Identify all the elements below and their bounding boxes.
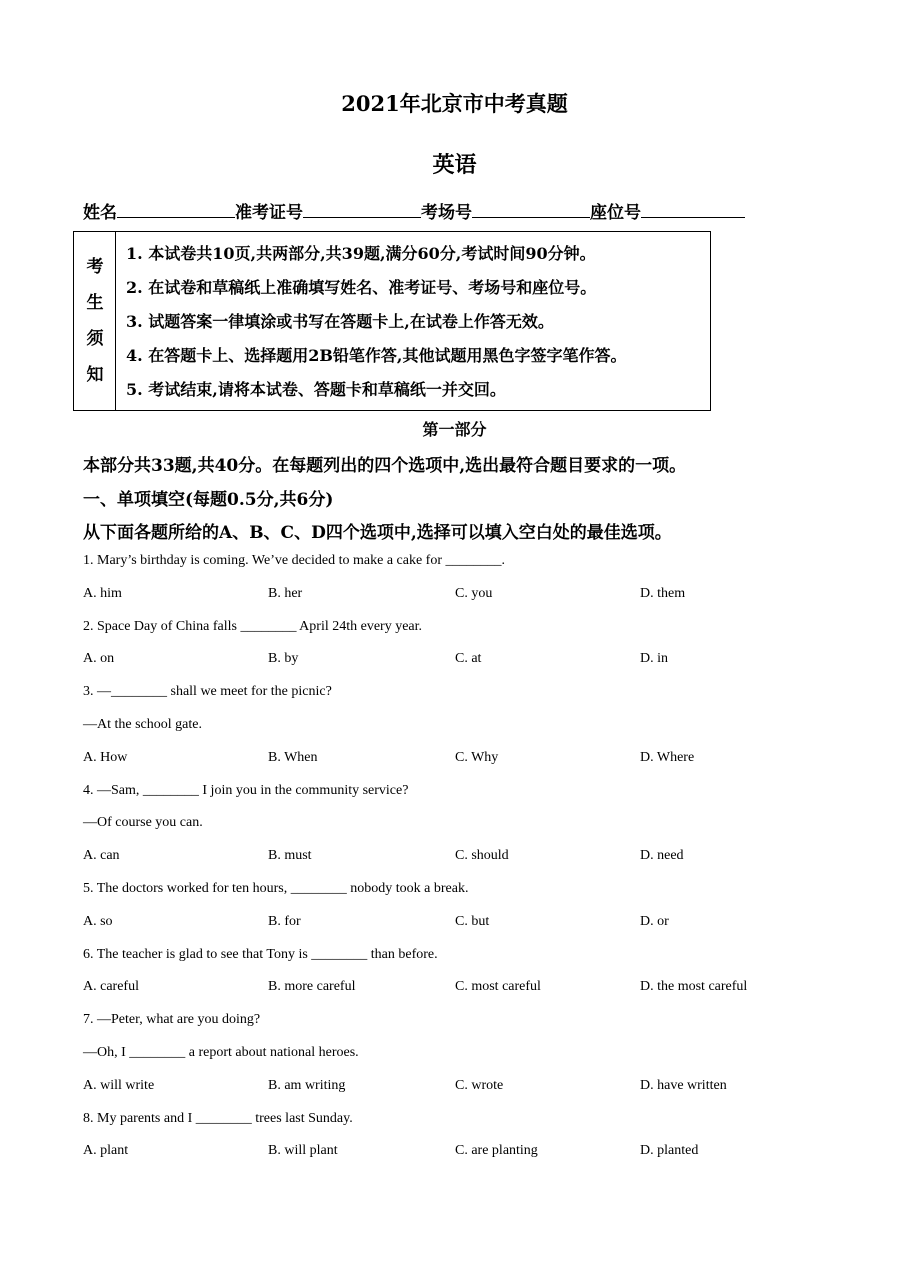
answer-option: B. must [268, 848, 312, 864]
answer-option: C. Why [455, 749, 499, 765]
answer-option: B. for [268, 913, 301, 929]
answer-option: A. How [83, 749, 128, 765]
answer-option: C. should [455, 848, 509, 864]
answer-option: D. the most careful [640, 979, 748, 995]
label-name: 姓名 [83, 203, 117, 223]
label-exam-id: 准考证号 [235, 203, 303, 223]
answer-option: D. in [640, 651, 668, 667]
seat-blank [641, 201, 745, 218]
notice-heading [74, 232, 116, 410]
question-stem: 8. My parents and I ________ trees last Sunday. [83, 1110, 353, 1126]
candidate-notice-box [73, 231, 711, 411]
section-heading: 一、单项填空(每题0.5分,共6分) [83, 490, 334, 510]
question-dialogue-line: —Of course you can. [83, 815, 203, 831]
question-stem: 4. —Sam, ________ I join you in the community service? [83, 782, 409, 798]
label-exam-room: 考场号 [421, 203, 472, 223]
answer-option: D. or [640, 913, 669, 929]
answer-option: B. her [268, 585, 303, 601]
notice-head-char: 生 [86, 293, 104, 313]
notice-item: 5. 考试结束,请将本试卷、答题卡和草稿纸一并交回。 [126, 380, 506, 399]
answer-option: D. planted [640, 1143, 699, 1159]
answer-option: C. most careful [455, 979, 541, 995]
answer-option: B. by [268, 651, 299, 667]
notice-item: 2. 在试卷和草稿纸上准确填写姓名、准考证号、考场号和座位号。 [126, 278, 597, 297]
question-stem: 3. —________ shall we meet for the picnic? [83, 684, 332, 700]
answer-option: A. will write [83, 1077, 155, 1093]
answer-option: D. them [640, 585, 686, 601]
answer-option: A. careful [83, 979, 139, 995]
answer-option: C. wrote [455, 1077, 504, 1093]
answer-option: B. am writing [268, 1077, 346, 1093]
answer-option: A. plant [83, 1143, 129, 1159]
question-stem: 1. Mary’s birthday is coming. We’ve decided to make a cake for ________. [83, 553, 505, 568]
notice-head-char: 考 [86, 257, 104, 277]
answer-option: B. will plant [268, 1143, 338, 1159]
answer-option: B. more careful [268, 979, 356, 995]
answer-option: C. are planting [455, 1143, 538, 1159]
answer-option: A. can [83, 848, 120, 864]
answer-option: B. When [268, 749, 318, 765]
section-instruction: 从下面各题所给的A、B、C、D四个选项中,选择可以填入空白处的最佳选项。 [83, 523, 672, 543]
label-seat: 座位号 [590, 203, 641, 223]
question-stem: 5. The doctors worked for ten hours, ________ nobody took a break. [83, 881, 469, 896]
answer-option: C. you [455, 585, 493, 601]
exam-room-blank [472, 201, 590, 218]
part-title: 第一部分 [422, 420, 487, 439]
answer-option: D. have written [640, 1077, 727, 1093]
question-stem: 6. The teacher is glad to see that Tony is ________ than before. [83, 946, 438, 962]
question-stem: 7. —Peter, what are you doing? [83, 1012, 261, 1028]
exam-id-blank [303, 201, 421, 218]
exam-title: 2021年北京市中考真题 [341, 91, 568, 116]
answer-option: A. so [83, 913, 113, 929]
notice-item: 1. 本试卷共10页,共两部分,共39题,满分60分,考试时间90分钟。 [126, 244, 596, 263]
answer-option: A. him [83, 585, 122, 601]
question-dialogue-line: —At the school gate. [83, 717, 202, 732]
notice-head-char: 须 [86, 329, 104, 349]
question-dialogue-line: —Oh, I ________ a report about national heroes. [83, 1045, 359, 1060]
part-intro: 本部分共33题,共40分。在每题列出的四个选项中,选出最符合题目要求的一项。 [83, 456, 687, 476]
notice-item: 4. 在答题卡上、选择题用2B铅笔作答,其他试题用黑色字签字笔作答。 [126, 346, 627, 365]
answer-option: D. need [640, 848, 684, 864]
answer-option: A. on [83, 651, 115, 667]
notice-head-char: 知 [86, 365, 104, 385]
answer-option: C. at [455, 651, 482, 667]
answer-option: C. but [455, 913, 490, 929]
answer-option: D. Where [640, 749, 695, 765]
question-stem: 2. Space Day of China falls ________ April 24th every year. [83, 618, 423, 634]
candidate-info-line [83, 198, 745, 223]
exam-subject: 英语 [432, 152, 477, 178]
notice-item: 3. 试题答案一律填涂或书写在答题卡上,在试卷上作答无效。 [126, 312, 554, 331]
name-blank [117, 201, 235, 218]
